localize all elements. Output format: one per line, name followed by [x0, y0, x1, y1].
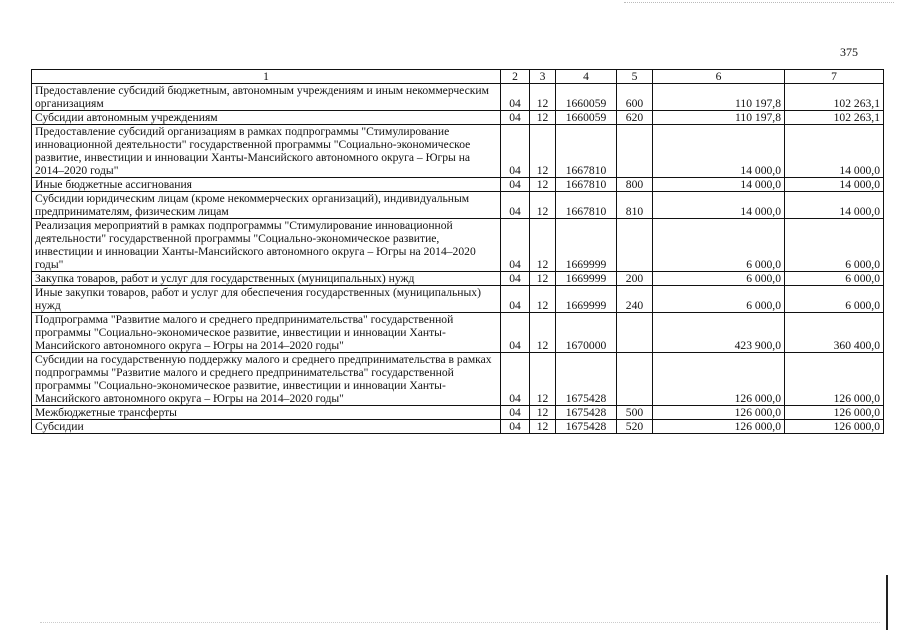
- row-amount-col7: 102 263,1: [785, 84, 884, 111]
- row-amount-col6: 6 000,0: [653, 286, 785, 313]
- row-subsection-code: 12: [530, 353, 556, 406]
- row-description: Реализация мероприятий в рамках подпрограммы "Стимулирование инновационной деятельности" государственной программы "Социально-экономическое развитие, инвестиции и инновации Ханты-Мансийского автономного округа – Югры на 2014–2020 годы": [32, 219, 501, 272]
- budget-table: [31, 69, 884, 434]
- row-expense-type-code: [617, 313, 653, 353]
- row-subsection-code: 12: [530, 192, 556, 219]
- row-description: Предоставление субсидий бюджетным, автономным учреждениям и иным некоммерческим организациям: [32, 84, 501, 111]
- header-cell: 3: [530, 70, 556, 84]
- row-target-article-code: 1660059: [556, 84, 617, 111]
- row-expense-type-code: 620: [617, 111, 653, 125]
- row-description: Закупка товаров, работ и услуг для государственных (муниципальных) нужд: [32, 272, 501, 286]
- row-amount-col6: 110 197,8: [653, 111, 785, 125]
- table-row: [32, 125, 884, 178]
- row-amount-col7: 102 263,1: [785, 111, 884, 125]
- row-description: Подпрограмма "Развитие малого и среднего предпринимательства" государственной программы "Социально-экономическое развитие, инвестиции и инновации Ханты-Мансийского автономного округа – Югры на 2014–2020 годы": [32, 313, 501, 353]
- row-amount-col7: 126 000,0: [785, 406, 884, 420]
- row-amount-col6: 6 000,0: [653, 219, 785, 272]
- row-expense-type-code: [617, 125, 653, 178]
- row-target-article-code: 1667810: [556, 125, 617, 178]
- row-description: Субсидии: [32, 420, 501, 434]
- row-amount-col6: 14 000,0: [653, 178, 785, 192]
- row-amount-col6: 14 000,0: [653, 125, 785, 178]
- row-subsection-code: 12: [530, 111, 556, 125]
- table-row: [32, 272, 884, 286]
- row-section-code: 04: [501, 406, 530, 420]
- row-target-article-code: 1675428: [556, 420, 617, 434]
- row-description: Иные закупки товаров, работ и услуг для обеспечения государственных (муниципальных) нужд: [32, 286, 501, 313]
- page-number: 375: [840, 45, 858, 59]
- row-amount-col7: 14 000,0: [785, 178, 884, 192]
- row-section-code: 04: [501, 219, 530, 272]
- row-target-article-code: 1667810: [556, 178, 617, 192]
- row-amount-col7: 126 000,0: [785, 353, 884, 406]
- header-cell: 7: [785, 70, 884, 84]
- row-section-code: 04: [501, 178, 530, 192]
- row-amount-col6: 6 000,0: [653, 272, 785, 286]
- row-target-article-code: 1669999: [556, 286, 617, 313]
- table-row: [32, 178, 884, 192]
- header-cell: 6: [653, 70, 785, 84]
- row-section-code: 04: [501, 313, 530, 353]
- row-amount-col7: 6 000,0: [785, 286, 884, 313]
- row-expense-type-code: 810: [617, 192, 653, 219]
- row-target-article-code: 1660059: [556, 111, 617, 125]
- row-section-code: 04: [501, 272, 530, 286]
- table-row: [32, 84, 884, 111]
- row-section-code: 04: [501, 192, 530, 219]
- row-target-article-code: 1669999: [556, 272, 617, 286]
- row-amount-col6: 14 000,0: [653, 192, 785, 219]
- table-row: [32, 313, 884, 353]
- row-subsection-code: 12: [530, 125, 556, 178]
- row-subsection-code: 12: [530, 286, 556, 313]
- row-section-code: 04: [501, 84, 530, 111]
- header-cell: 2: [501, 70, 530, 84]
- table-row: [32, 353, 884, 406]
- table-row: [32, 406, 884, 420]
- row-description: Субсидии на государственную поддержку малого и среднего предпринимательства в рамках подпрограммы "Развитие малого и среднего предпринимательства" государственной программы "Социально-экономическое развитие, инвестиции и инновации Ханты-Мансийского автономного округа – Югры на 2014–2020 годы": [32, 353, 501, 406]
- row-subsection-code: 12: [530, 178, 556, 192]
- row-amount-col6: 423 900,0: [653, 313, 785, 353]
- table-row: [32, 111, 884, 125]
- row-description: Предоставление субсидий организациям в рамках подпрограммы "Стимулирование инновационной деятельности" государственной программы "Социально-экономическое развитие, инвестиции и инновации Ханты-Мансийского автономного округа – Югры на 2014–2020 годы": [32, 125, 501, 178]
- row-expense-type-code: 520: [617, 420, 653, 434]
- row-amount-col7: 14 000,0: [785, 192, 884, 219]
- row-section-code: 04: [501, 420, 530, 434]
- scan-artifact-top: [624, 2, 894, 4]
- table-row: [32, 192, 884, 219]
- scan-artifact-bottom: [40, 622, 880, 624]
- row-target-article-code: 1670000: [556, 313, 617, 353]
- row-subsection-code: 12: [530, 406, 556, 420]
- row-amount-col7: 6 000,0: [785, 219, 884, 272]
- row-amount-col7: 14 000,0: [785, 125, 884, 178]
- row-expense-type-code: [617, 219, 653, 272]
- row-description: Субсидии автономным учреждениям: [32, 111, 501, 125]
- row-subsection-code: 12: [530, 84, 556, 111]
- row-section-code: 04: [501, 125, 530, 178]
- row-description: Иные бюджетные ассигнования: [32, 178, 501, 192]
- row-amount-col6: 110 197,8: [653, 84, 785, 111]
- row-section-code: 04: [501, 111, 530, 125]
- row-target-article-code: 1667810: [556, 192, 617, 219]
- row-amount-col7: 6 000,0: [785, 272, 884, 286]
- row-section-code: 04: [501, 353, 530, 406]
- row-amount-col6: 126 000,0: [653, 406, 785, 420]
- row-amount-col7: 126 000,0: [785, 420, 884, 434]
- table-row: [32, 219, 884, 272]
- row-expense-type-code: [617, 353, 653, 406]
- row-expense-type-code: 600: [617, 84, 653, 111]
- row-section-code: 04: [501, 286, 530, 313]
- row-subsection-code: 12: [530, 313, 556, 353]
- row-expense-type-code: 240: [617, 286, 653, 313]
- header-cell: 1: [32, 70, 501, 84]
- row-target-article-code: 1669999: [556, 219, 617, 272]
- row-target-article-code: 1675428: [556, 406, 617, 420]
- row-amount-col7: 360 400,0: [785, 313, 884, 353]
- row-description: Субсидии юридическим лицам (кроме некоммерческих организаций), индивидуальным предпринимателям, физическим лицам: [32, 192, 501, 219]
- table-row: [32, 420, 884, 434]
- row-amount-col6: 126 000,0: [653, 353, 785, 406]
- row-subsection-code: 12: [530, 420, 556, 434]
- scan-edge-mark: [886, 575, 888, 630]
- table-row: [32, 286, 884, 313]
- row-target-article-code: 1675428: [556, 353, 617, 406]
- header-cell: 4: [556, 70, 617, 84]
- row-description: Межбюджетные трансферты: [32, 406, 501, 420]
- row-expense-type-code: 500: [617, 406, 653, 420]
- row-expense-type-code: 200: [617, 272, 653, 286]
- row-expense-type-code: 800: [617, 178, 653, 192]
- header-cell: 5: [617, 70, 653, 84]
- row-amount-col6: 126 000,0: [653, 420, 785, 434]
- row-subsection-code: 12: [530, 219, 556, 272]
- table-header-row: [32, 70, 884, 84]
- row-subsection-code: 12: [530, 272, 556, 286]
